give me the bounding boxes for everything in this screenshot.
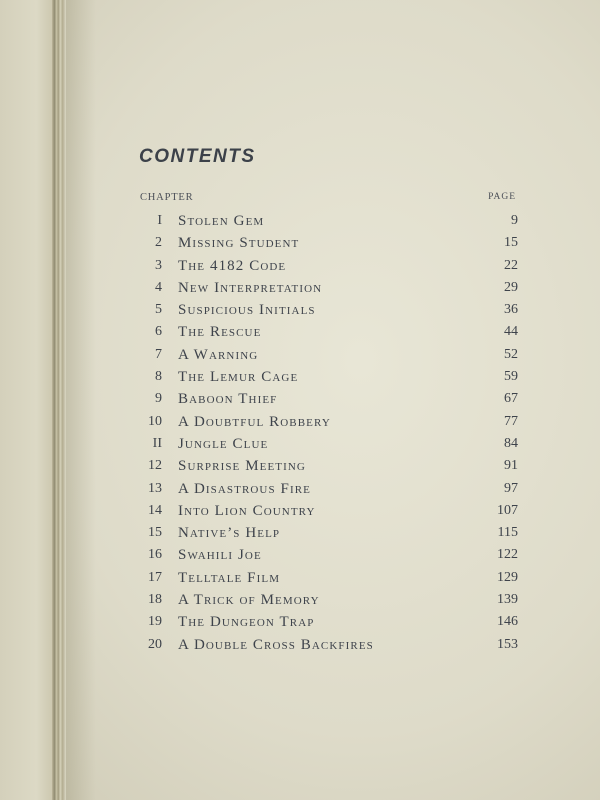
chapter-number: 5 — [155, 302, 162, 318]
chapter-number: 3 — [155, 257, 162, 273]
chapter-title: A Doubtful Robbery — [178, 413, 331, 430]
chapter-number: 9 — [155, 391, 162, 407]
chapter-page-number: 29 — [504, 279, 518, 295]
chapter-title: Swahili Joe — [178, 547, 262, 564]
chapter-number: 2 — [155, 235, 162, 251]
toc-entry — [130, 210, 518, 232]
chapter-page-number: 153 — [497, 636, 518, 652]
chapter-number: 15 — [148, 525, 162, 541]
book-gutter — [52, 0, 66, 800]
gutter-shadow — [66, 0, 96, 800]
toc-entry — [130, 634, 518, 656]
chapter-title: Into Lion Country — [178, 502, 316, 519]
chapter-page-number: 146 — [497, 614, 518, 630]
toc-entry — [130, 255, 518, 277]
toc-entry — [130, 589, 518, 611]
chapter-number: II — [152, 435, 162, 451]
toc-entry — [130, 232, 518, 254]
chapter-title: Native’s Help — [178, 525, 281, 542]
chapter-title: A Disastrous Fire — [178, 480, 312, 497]
chapter-page-number: 97 — [504, 480, 518, 496]
chapter-page-number: 77 — [504, 413, 518, 429]
chapter-number: 18 — [148, 592, 162, 608]
chapter-title: Missing Student — [178, 235, 300, 252]
toc-entry — [130, 567, 518, 589]
chapter-page-number: 15 — [504, 235, 518, 251]
toc-entry — [130, 366, 518, 388]
chapter-page-number: 52 — [504, 346, 518, 362]
chapter-page-number: 129 — [497, 569, 518, 585]
chapter-number: 4 — [155, 279, 162, 295]
chapter-page-number: 84 — [504, 435, 518, 451]
toc-entry — [130, 299, 518, 321]
toc-entry — [130, 344, 518, 366]
toc-entry — [130, 611, 518, 633]
chapter-number: 13 — [148, 480, 162, 496]
chapter-number: 12 — [148, 458, 162, 474]
toc-entry — [130, 433, 518, 455]
chapter-page-number: 36 — [504, 302, 518, 318]
chapter-title: Jungle Clue — [178, 435, 269, 452]
page-column-header: PAGE — [488, 192, 516, 202]
chapter-title: The 4182 Code — [178, 257, 287, 274]
chapter-number: 14 — [148, 502, 162, 518]
chapter-number: 7 — [155, 346, 162, 362]
chapter-page-number: 91 — [504, 458, 518, 474]
chapter-title: A Double Cross Backfires — [178, 636, 374, 653]
chapter-title: Baboon Thief — [178, 391, 278, 408]
toc-entry — [130, 544, 518, 566]
chapter-title: Surprise Meeting — [178, 458, 306, 475]
chapter-title: The Rescue — [178, 324, 262, 341]
chapter-title: Suspicious Initials — [178, 302, 316, 319]
chapter-title: The Lemur Cage — [178, 369, 299, 386]
chapter-page-number: 44 — [504, 324, 518, 340]
facing-page-edge — [0, 0, 52, 800]
chapter-number: 17 — [148, 569, 162, 585]
chapter-number: I — [157, 213, 162, 228]
chapter-number: 20 — [148, 636, 162, 652]
chapter-page-number: 9 — [511, 213, 518, 228]
chapter-number: 19 — [148, 614, 162, 630]
toc-entry — [130, 478, 518, 500]
chapter-title: New Interpretation — [178, 279, 323, 296]
chapter-title: Stolen Gem — [178, 213, 265, 229]
toc-entry — [130, 455, 518, 477]
table-of-contents — [130, 210, 518, 656]
toc-entry — [130, 388, 518, 410]
chapter-number: 10 — [148, 413, 162, 429]
chapter-number: 6 — [155, 324, 162, 340]
chapter-number: 16 — [148, 547, 162, 563]
chapter-page-number: 107 — [497, 502, 518, 518]
chapter-page-number: 67 — [504, 391, 518, 407]
chapter-page-number: 59 — [504, 369, 518, 385]
chapter-page-number: 22 — [504, 257, 518, 273]
chapter-number: 8 — [155, 369, 162, 385]
toc-entry — [130, 500, 518, 522]
toc-entry — [130, 277, 518, 299]
chapter-column-header: CHAPTER — [140, 192, 194, 203]
contents-heading: CONTENTS — [139, 146, 256, 167]
chapter-title: A Trick of Memory — [178, 592, 320, 609]
toc-entry — [130, 321, 518, 343]
toc-entry — [130, 522, 518, 544]
chapter-title: A Warning — [178, 346, 259, 363]
chapter-title: The Dungeon Trap — [178, 614, 315, 631]
chapter-page-number: 139 — [497, 592, 518, 608]
toc-entry — [130, 411, 518, 433]
chapter-title: Telltale Film — [178, 569, 281, 586]
chapter-page-number: 122 — [497, 547, 518, 563]
chapter-page-number: 115 — [497, 525, 518, 541]
